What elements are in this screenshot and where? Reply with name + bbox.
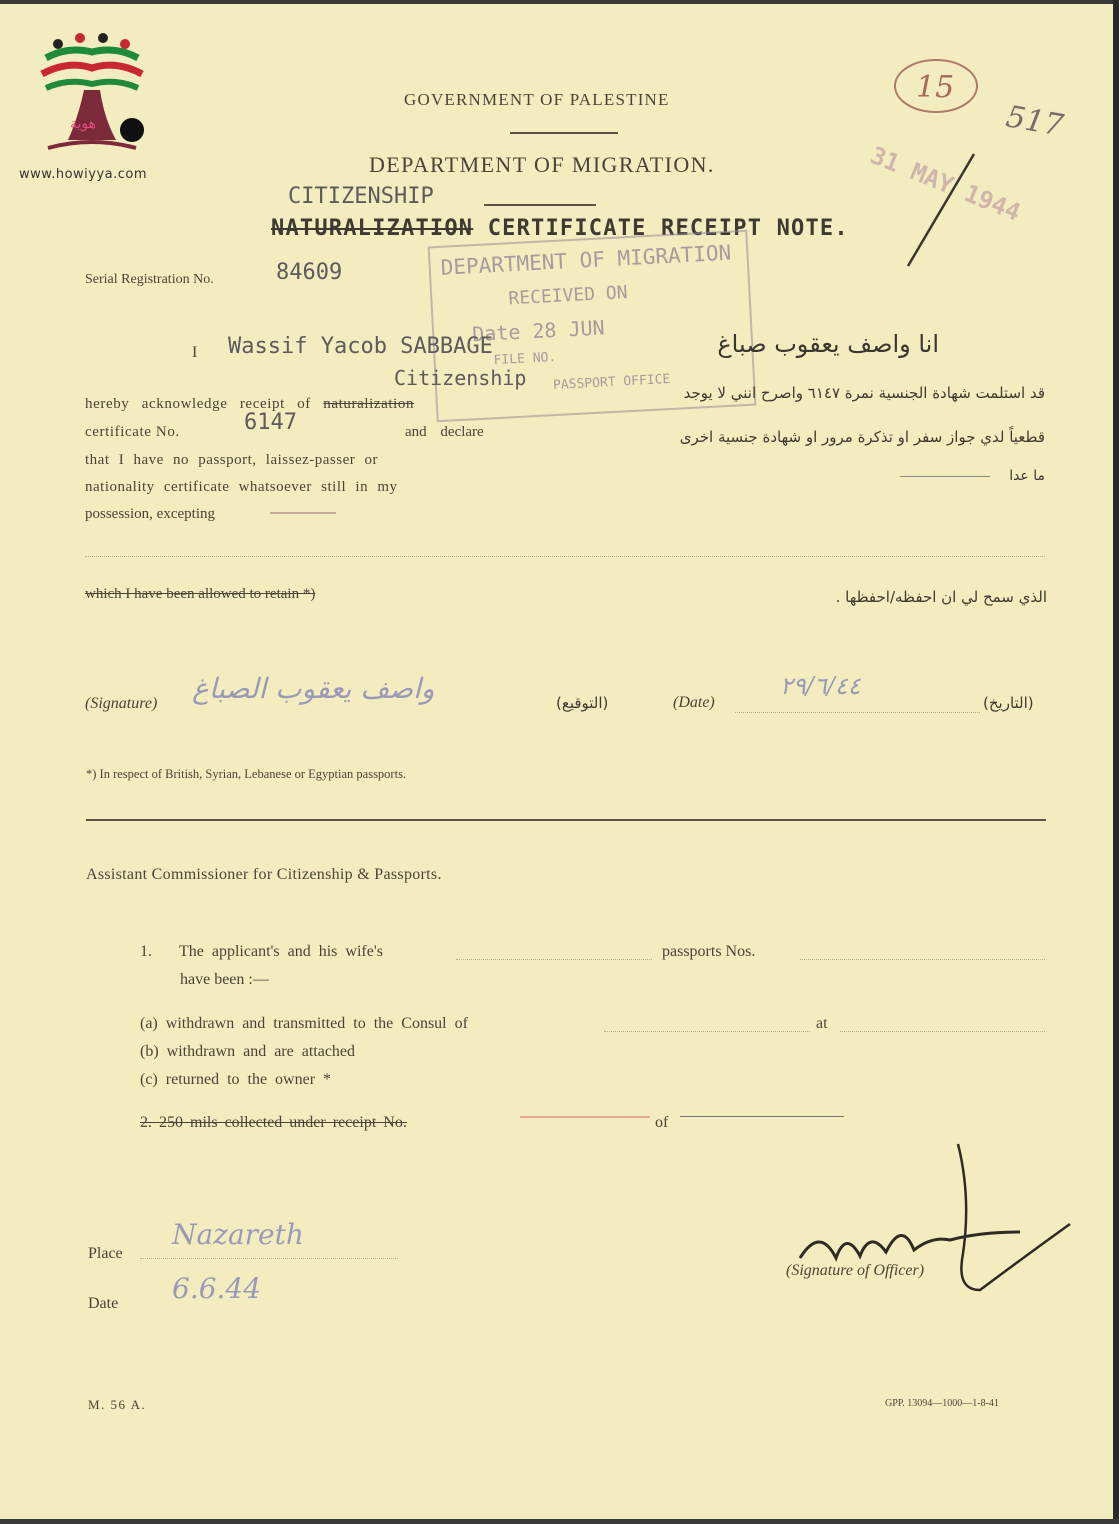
- section-divider: [86, 819, 1046, 821]
- form-number: M. 56 A.: [88, 1397, 147, 1412]
- excepting-line: [85, 556, 1045, 557]
- declaration-line-5: possession, excepting: [85, 506, 215, 522]
- item1-line-2: [800, 959, 1045, 960]
- item1-number: 1.: [140, 943, 152, 960]
- declaration-line-4: nationality certificate whatsoever still in my: [85, 479, 398, 495]
- option-b: (b) withdrawn and are attached: [140, 1043, 356, 1060]
- place-line: [140, 1258, 398, 1259]
- arabic-except-line: [900, 476, 990, 477]
- title-rest: CERTIFICATE RECEIPT NOTE.: [487, 216, 849, 241]
- item1-line: [456, 959, 652, 960]
- tree-logo-icon: [28, 28, 158, 168]
- place-label: Place: [88, 1245, 123, 1262]
- title-divider: [484, 204, 596, 206]
- item2-line: [680, 1116, 844, 1117]
- stamp-office: PASSPORT OFFICE: [552, 371, 671, 394]
- government-heading: GOVERNMENT OF PALESTINE: [404, 90, 670, 109]
- commissioner-heading: Assistant Commissioner for Citizenship & Passports.: [86, 866, 442, 883]
- item1-text: The applicant's and his wife's: [179, 943, 383, 960]
- document-title: [271, 216, 849, 241]
- logo-website: www.howiyya.com: [19, 167, 148, 182]
- scan-edge-bottom: [0, 1519, 1119, 1524]
- cert-number: 6147: [244, 410, 297, 435]
- arabic-line-1: قد استلمت شهادة الجنسية نمرة ٦١٤٧ واصرح انني لا يوجد: [683, 384, 1045, 402]
- reference-number: 517: [1003, 99, 1066, 144]
- cert-post: and declare: [405, 424, 484, 440]
- circled-number-text: 15: [916, 70, 955, 105]
- stamp-department: DEPARTMENT OF MIGRATION: [440, 240, 732, 280]
- typed-citizenship: CITIZENSHIP: [288, 184, 434, 209]
- ack-text: hereby acknowledge receipt of: [85, 396, 311, 412]
- retain-line: which I have been allowed to retain *): [85, 586, 316, 602]
- printer-reference: GPP. 13094—1000—1-8-41: [885, 1398, 999, 1409]
- option-a-line-2: [840, 1031, 1045, 1032]
- option-a-line: [604, 1031, 810, 1032]
- serial-number: 84609: [276, 260, 343, 285]
- declaration-pronoun: I: [192, 344, 198, 361]
- footnote: *) In respect of British, Syrian, Lebanese or Egyptian passports.: [86, 767, 407, 781]
- declaration-line-3: that I have no passport, laissez-passer or: [85, 452, 379, 468]
- applicant-name: Wassif Yacob SABBAGE: [228, 334, 493, 359]
- arabic-line-2: قطعياً لدي جواز سفر او تذكرة مرور او شهادة جنسية اخرى: [679, 428, 1045, 446]
- scan-edge-top: [0, 0, 1119, 4]
- arabic-signature-label: (التوقيع): [556, 694, 609, 712]
- item1-line2: have been :—: [180, 971, 269, 988]
- excepting-dash: [270, 512, 336, 514]
- heading-divider: [510, 132, 618, 134]
- signature-label: (Signature): [85, 695, 158, 712]
- item2-red-line: [520, 1116, 650, 1118]
- date-label: (Date): [673, 694, 715, 711]
- applicant-signature: واصف يعقوب الصباغ: [192, 672, 435, 705]
- arabic-name: انا واصف يعقوب صباغ: [717, 330, 939, 358]
- svg-text:هوية: هوية: [70, 116, 97, 132]
- item1-passports: passports Nos.: [662, 943, 756, 960]
- howiyya-logo: [28, 28, 158, 168]
- arabic-retain: الذي سمح لي ان احفظه/احفظها .: [835, 588, 1047, 606]
- serial-label: Serial Registration No.: [85, 272, 214, 287]
- scan-edge-right: [1113, 0, 1119, 1524]
- stamp-date: Date 28 JUN: [471, 315, 606, 347]
- place-value: Nazareth: [172, 1218, 304, 1251]
- pen-stroke: [900, 150, 980, 270]
- stamp-received: RECEIVED ON: [507, 282, 629, 310]
- date-stamp: 31 MAY 1944: [866, 141, 1025, 227]
- footer-date-value: 6.6.44: [172, 1272, 262, 1305]
- department-heading: DEPARTMENT OF MIGRATION.: [369, 152, 715, 177]
- footer-date-label: Date: [88, 1295, 119, 1312]
- arabic-date-label: (التاريخ): [983, 694, 1034, 712]
- ack-struck-word: naturalization: [323, 396, 415, 412]
- officer-label: (Signature of Officer): [786, 1262, 925, 1279]
- pen-slash-icon: [900, 150, 980, 270]
- date-line: [735, 712, 980, 713]
- option-c: (c) returned to the owner *: [140, 1071, 332, 1088]
- title-struck-word: NATURALIZATION: [271, 216, 474, 241]
- arabic-line-3: ما عدا: [1009, 468, 1045, 484]
- typed-citizenship-2: Citizenship: [394, 366, 527, 390]
- stamp-file: FILE NO.: [493, 349, 557, 369]
- item2-of: of: [655, 1114, 669, 1131]
- option-a-at: at: [816, 1015, 828, 1032]
- declaration-date: ٢٩/٦/٤٤: [780, 672, 861, 700]
- option-a: (a) withdrawn and transmitted to the Consul of: [140, 1015, 468, 1032]
- cert-label: certificate No.: [85, 424, 180, 440]
- item2-text: 2. 250 mils collected under receipt No.: [140, 1114, 407, 1131]
